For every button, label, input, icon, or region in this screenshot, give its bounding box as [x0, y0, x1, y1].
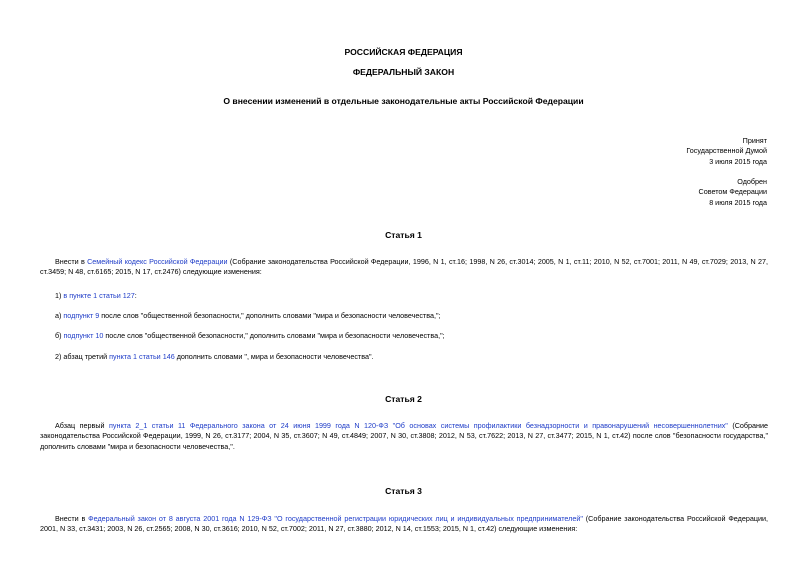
law-120fz-link[interactable]: пункта 2_1 статьи 11 Федерального закона от 24 июня 1999 года N 120-ФЗ "Об основах системы профилактики безнадзорности и правонарушений несовершеннолетних" [108, 421, 728, 430]
article-2-text [40, 421, 768, 452]
accepted-line: Принят [742, 136, 767, 145]
approved-line: 8 июля 2015 года [709, 197, 767, 207]
article-2-heading: Статья 2 [385, 394, 422, 404]
text-fragment: (Собрание законодательства Российской Федерации, 1996, N 1, ст.16; 1998, N 26, ст.3014; 2005, N 1, ст.11; 2010, N 52, ст.7001; 2011, N 49, ст.7029; 2013, N 27, ст.3459; N 48, ст.6165; 2015, N 17, ст.2476) следующие изменения: [40, 257, 768, 277]
text-fragment: после слов "общественной безопасности," дополнить словами "мира и безопасности человечества,"; [103, 331, 445, 340]
text-fragment: 2) абзац третий [55, 352, 110, 361]
subpoint-9-link[interactable]: подпункт 9 [63, 311, 100, 320]
article-1-intro [40, 257, 768, 278]
approved-line: Одобрен [737, 177, 767, 186]
law-title: О внесении изменений в отдельные законодательные акты Российской Федерации [223, 96, 584, 106]
text-fragment: Абзац первый [55, 421, 109, 430]
article-1-item-1 [55, 291, 137, 301]
law-type-heading: ФЕДЕРАЛЬНЫЙ ЗАКОН [352, 67, 455, 77]
text-fragment: после слов "общественной безопасности," дополнить словами "мира и безопасности человечества,"; [99, 311, 441, 320]
text-fragment: а) [55, 311, 64, 320]
article-1-heading: Статья 1 [385, 230, 422, 240]
art127-link[interactable]: в пункте 1 статьи 127 [63, 291, 135, 300]
country-heading: РОССИЙСКАЯ ФЕДЕРАЦИЯ [344, 47, 463, 57]
text-fragment: Внести в [55, 257, 88, 266]
article-1-item-a [55, 311, 441, 321]
text-fragment: (Собрание законодательства Российской Федерации, 1999, N 26, ст.3177; 2004, N 35, ст.3607; N 49, ст.4849; 2007, N 30, ст.3808; 2012, N 53, ст.7622; 2013, N 27, ст.3477; 2015, N 1, ст.42) после слов "безопасности государства," дополнить словами "мира и безопасности человечества,". [40, 421, 768, 451]
article-1-item-2 [55, 352, 374, 362]
subpoint-10-link[interactable]: подпункт 10 [63, 331, 104, 340]
law-129fz-link[interactable]: Федеральный закон от 8 августа 2001 года N 129-ФЗ "О государственной регистрации юридических лиц и индивидуальных предпринимателей" [88, 514, 583, 523]
adoption-accepted-block [686, 136, 767, 167]
art146-link[interactable]: пункта 1 статьи 146 [109, 352, 175, 361]
family-code-link[interactable]: Семейный кодекс Российской Федерации [87, 257, 228, 266]
accepted-line: Государственной Думой [686, 146, 767, 156]
accepted-line: 3 июля 2015 года [709, 156, 767, 166]
text-fragment: б) [55, 331, 64, 340]
article-3-text [40, 514, 768, 535]
text-fragment: (Собрание законодательства Российской Федерации, 2001, N 33, ст.3431; 2003, N 26, ст.2565; 2008, N 30, ст.3616; 2010, N 52, ст.7002; 2011, N 27, ст.3880; 2012, N 14, ст.1553; 2015, N 1, ст.42) следующие изменения: [40, 514, 768, 534]
article-3-heading: Статья 3 [385, 486, 422, 496]
adoption-approved-block [699, 177, 767, 208]
approved-line: Советом Федерации [698, 187, 767, 197]
text-fragment: : [134, 291, 137, 300]
text-fragment: Внести в [55, 514, 89, 523]
article-1-item-b [55, 331, 445, 341]
text-fragment: 1) [55, 291, 64, 300]
text-fragment: дополнить словами ", мира и безопасности человечества". [174, 352, 374, 361]
